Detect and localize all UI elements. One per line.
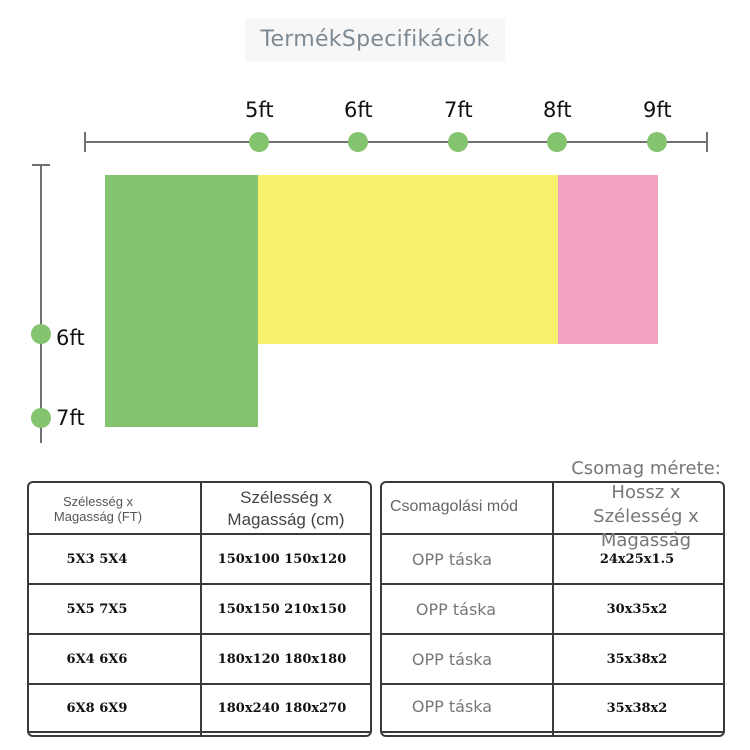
top-marker-dot: [348, 132, 368, 152]
top-marker-label: 5ft: [245, 98, 274, 122]
package-method-cell: OPP táska: [411, 549, 493, 569]
size-table-header-ft: Szélesség x Magasság (FT): [53, 494, 143, 524]
top-marker-dot: [547, 132, 567, 152]
size-block-green: [105, 175, 258, 427]
package-size-cell: 35x38x2: [606, 700, 668, 716]
package-table-header-size: Csomag mérete: Hossz x Szélesség x Magasság: [571, 458, 721, 551]
package-size-cell: 35x38x2: [606, 651, 668, 667]
column-divider: [552, 483, 554, 735]
top-marker-label: 8ft: [543, 98, 572, 122]
package-size-cell: 30x35x2: [606, 601, 668, 617]
size-cm-cell: 150x150 210x150: [217, 601, 347, 617]
row-divider: [382, 731, 723, 733]
size-block-yellow: [258, 175, 558, 344]
size-ft-cell: 6X8 6X9: [66, 700, 128, 716]
package-method-cell: OPP táska: [415, 599, 497, 619]
size-ft-cell: 5X3 5X4: [66, 551, 128, 567]
package-method-cell: OPP táska: [411, 696, 493, 716]
package-size-cell: 24x25x1.5: [599, 551, 675, 567]
top-marker-dot: [647, 132, 667, 152]
size-cm-cell: 150x100 150x120: [217, 551, 347, 567]
size-cm-cell: 180x120 180x180: [217, 651, 347, 667]
size-table-header-cm: Szélesség x Magasság (cm): [227, 488, 345, 529]
package-table: [380, 458, 725, 737]
size-ft-cell: 5X5 7X5: [66, 601, 128, 617]
package-table-header-method: Csomagolási mód: [389, 498, 519, 515]
side-marker-label: 6ft: [56, 326, 85, 350]
size-ft-cell: 6X4 6X6: [66, 651, 128, 667]
size-block-pink: [558, 175, 658, 344]
top-ruler-start-tick: [84, 132, 86, 152]
top-ruler-end-tick: [706, 132, 708, 152]
top-marker-dot: [249, 132, 269, 152]
side-ruler-line: [40, 165, 42, 443]
size-cm-cell: 180x240 180x270: [217, 700, 347, 716]
package-method-cell: OPP táska: [411, 649, 493, 669]
size-table: [27, 481, 372, 737]
side-marker-dot: [31, 408, 51, 428]
row-divider: [29, 731, 370, 733]
top-ruler-line: [85, 141, 707, 143]
top-marker-label: 9ft: [643, 98, 672, 122]
top-marker-label: 7ft: [444, 98, 473, 122]
side-ruler-start-tick: [32, 164, 50, 166]
page-title: TermékSpecifikációk: [245, 18, 505, 62]
side-marker-dot: [31, 324, 51, 344]
top-marker-dot: [448, 132, 468, 152]
side-marker-label: 7ft: [56, 406, 85, 430]
top-marker-label: 6ft: [344, 98, 373, 122]
